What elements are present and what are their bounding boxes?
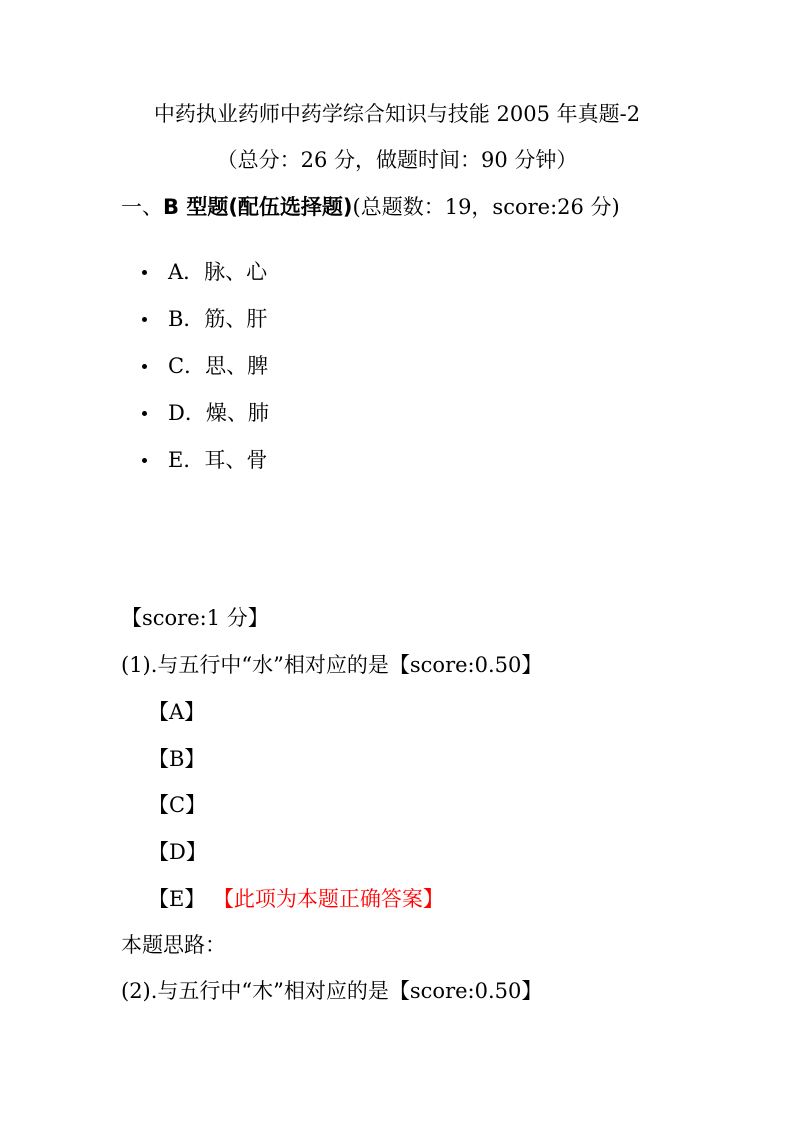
question-2-text: (2).与五行中“木”相对应的是【score:0.50】 — [121, 979, 543, 1003]
option-item — [140, 305, 269, 352]
document-title: 中药执业药师中药学综合知识与技能 2005 年真题-2 — [153, 102, 641, 126]
section-summary: (总题数：19，score:26 分) — [352, 195, 620, 219]
option-item — [140, 446, 269, 493]
thinking-label: 本题思路： — [121, 933, 226, 957]
answer-c: 【C】 — [148, 793, 207, 817]
option-item — [140, 258, 269, 305]
option-text: D．燥、肺 — [168, 401, 269, 425]
document-subtitle: （总分：26 分，做题时间：90 分钟） — [216, 148, 578, 172]
correct-answer-note: 【此项为本题正确答案】 — [223, 887, 444, 911]
section-prefix: 一、 — [121, 195, 163, 219]
answer-a: 【A】 — [148, 700, 206, 724]
group-score: 【score:1 分】 — [121, 606, 269, 630]
bullet-icon — [142, 270, 147, 275]
question-1-text: (1).与五行中“水”相对应的是【score:0.50】 — [121, 653, 543, 677]
answer-b: 【B】 — [148, 747, 206, 771]
section-type-label: B 型题(配伍选择题) — [163, 195, 353, 219]
answer-d: 【D】 — [148, 840, 207, 864]
bullet-icon — [142, 411, 147, 416]
bullet-icon — [142, 364, 147, 369]
option-item — [140, 399, 269, 446]
section-heading — [121, 193, 620, 221]
option-item — [140, 352, 269, 399]
option-list — [140, 258, 269, 493]
bullet-icon — [142, 317, 147, 322]
option-text: C．思、脾 — [168, 354, 269, 378]
answer-e-row — [148, 885, 444, 913]
answer-e: 【E】 — [148, 887, 206, 911]
option-text: B．筋、肝 — [168, 307, 268, 331]
option-text: E．耳、骨 — [168, 448, 268, 472]
option-text: A．脉、心 — [168, 260, 268, 284]
bullet-icon — [142, 458, 147, 463]
